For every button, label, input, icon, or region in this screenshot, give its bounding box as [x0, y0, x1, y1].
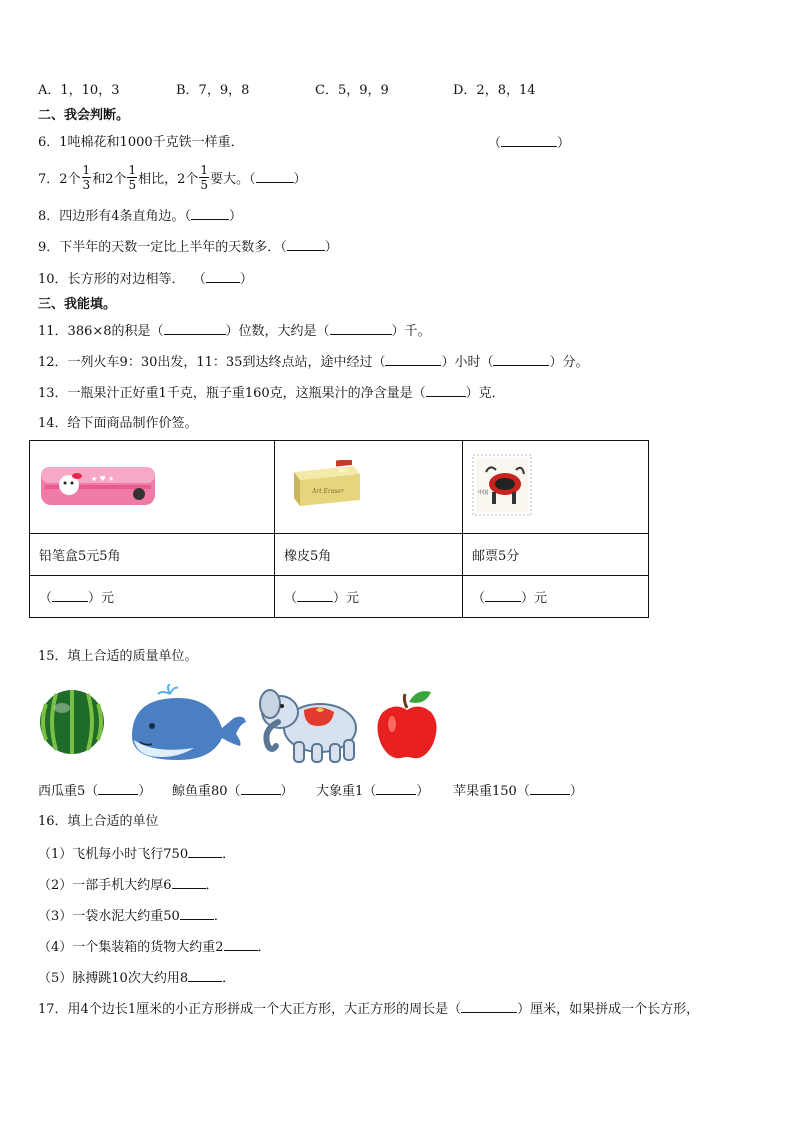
denominator: 5	[200, 178, 209, 192]
q12-text: 12．一列火车9：30出发，11：35到达终点站，途中经过（	[38, 355, 386, 370]
question-16-item	[38, 845, 235, 864]
stamp-price	[463, 576, 649, 618]
question-7	[38, 163, 307, 197]
answer-blank[interactable]	[206, 270, 240, 283]
price-unit: ）元	[521, 591, 548, 606]
answer-blank[interactable]	[287, 238, 325, 251]
answer-blank[interactable]	[188, 969, 222, 982]
pencil-case-cell	[30, 441, 275, 534]
denominator: 5	[128, 178, 137, 192]
apple-icon	[376, 688, 438, 760]
item-end: ．	[222, 847, 236, 862]
paren: ）	[138, 784, 152, 799]
option-a: A．1，10，3	[38, 83, 120, 98]
question-15-row	[172, 782, 294, 801]
pencil-case-icon	[39, 461, 157, 509]
elephant-text: 大象重1（	[316, 784, 377, 799]
q7-text: 要大。（	[210, 172, 256, 187]
answer-blank[interactable]	[485, 589, 521, 602]
answer-blank[interactable]	[426, 384, 466, 397]
fraction-one-fifth	[199, 163, 209, 192]
price-unit: ）元	[88, 591, 115, 606]
q17-text: 17．用4个边长1厘米的小正方形拼成一个大正方形，大正方形的周长是（	[38, 1002, 462, 1017]
denominator: 3	[82, 178, 91, 192]
q8-text: 8．四边形有4条直角边。（	[38, 209, 192, 224]
watermelon-text: 西瓜重5（	[38, 784, 99, 799]
paren: ）	[229, 209, 243, 224]
eraser-label: 橡皮5角	[275, 534, 463, 576]
paren: （	[488, 136, 502, 151]
option-d: D．2，8，14	[453, 83, 536, 98]
pencil-case-price	[30, 576, 275, 618]
answer-blank[interactable]	[224, 938, 258, 951]
q17-text: ）厘米，如果拼成一个长方形，	[517, 1002, 700, 1017]
elephant-icon	[258, 682, 362, 766]
answer-blank[interactable]	[172, 876, 206, 889]
item-text: （4）一个集装箱的货物大约重2	[38, 940, 224, 955]
price-unit: ）元	[333, 591, 360, 606]
stamp-cell	[463, 441, 649, 534]
section-2-title: 二、我会判断。	[38, 108, 130, 123]
item-end: ．	[257, 940, 271, 955]
answer-blank[interactable]	[256, 170, 294, 183]
q12-text: ）小时（	[441, 355, 494, 370]
pencil-case-label: 铅笔盒5元5角	[30, 534, 275, 576]
question-13	[38, 384, 505, 403]
question-15-row	[38, 782, 151, 801]
paren: ）	[416, 784, 430, 799]
item-text: （3）一袋水泥大约重50	[38, 909, 180, 924]
answer-blank[interactable]	[164, 322, 226, 335]
eraser-brand: deli	[338, 468, 348, 474]
q7-text: 7．2个	[38, 172, 81, 187]
answer-blank[interactable]	[52, 589, 88, 602]
answer-blank[interactable]	[385, 353, 441, 366]
answer-blank[interactable]	[180, 907, 214, 920]
paren: （	[284, 591, 298, 606]
question-15-row	[316, 782, 429, 801]
question-16-item	[38, 907, 227, 926]
answer-blank[interactable]	[297, 589, 333, 602]
question-6-text: 6．1吨棉花和1000千克铁一样重．	[38, 135, 244, 150]
option-b: B．7，9，8	[176, 83, 250, 98]
paren: ）	[569, 784, 583, 799]
stamp-icon	[472, 454, 532, 516]
item-end: ．	[222, 971, 236, 986]
stamp-label: 邮票5分	[463, 534, 649, 576]
numerator: 1	[128, 163, 137, 177]
numerator: 1	[200, 163, 209, 177]
question-16-item	[38, 969, 235, 988]
q11-text: ）位数，大约是（	[225, 324, 330, 339]
item-text: （2）一部手机大约厚6	[38, 878, 172, 893]
answer-blank[interactable]	[376, 782, 416, 795]
question-9	[38, 238, 338, 257]
paren: ）	[557, 136, 571, 151]
numerator: 1	[82, 163, 91, 177]
item-end: ．	[205, 878, 219, 893]
q13-text: ）克．	[465, 386, 505, 401]
q9-text: 9．下半年的天数一定比上半年的天数多．（	[38, 240, 287, 255]
answer-blank[interactable]	[191, 207, 229, 220]
fraction-one-third	[82, 163, 92, 192]
paren: ）	[280, 784, 294, 799]
watermelon-icon	[38, 688, 106, 756]
question-14-title: 14．给下面商品制作价签。	[38, 416, 198, 431]
answer-blank[interactable]	[501, 134, 557, 147]
fraction-one-fifth	[127, 163, 137, 192]
q11-text: 11．386×8的积是（	[38, 324, 164, 339]
item-text: （5）脉搏跳10次大约用8	[38, 971, 189, 986]
svg-text:Art Eraser: Art Eraser	[312, 488, 344, 495]
answer-blank[interactable]	[188, 845, 222, 858]
question-17	[38, 1000, 699, 1019]
paren: ）	[239, 272, 253, 287]
apple-text: 苹果重150（	[453, 784, 530, 799]
q11-text: ）千。	[391, 324, 431, 339]
section-3-title: 三、我能填。	[38, 297, 117, 312]
question-6-answer	[488, 134, 570, 153]
svg-text:中国: 中国	[478, 490, 489, 496]
paren: ）	[324, 240, 338, 255]
whale-text: 鲸鱼重80（	[172, 784, 241, 799]
answer-blank[interactable]	[461, 1000, 517, 1013]
option-c: C．5，9，9	[315, 83, 389, 98]
svg-text:★ ♥ ★: ★ ♥ ★	[91, 475, 115, 483]
q7-text: ）	[293, 172, 307, 187]
question-16-title: 16．填上合适的单位	[38, 814, 159, 829]
answer-blank[interactable]	[241, 782, 281, 795]
q12-text: ）分。	[549, 355, 589, 370]
q13-text: 13．一瓶果汁正好重1千克，瓶子重160克，这瓶果汁的净含量是（	[38, 386, 426, 401]
question-11	[38, 322, 431, 341]
paren: （	[39, 591, 53, 606]
question-10	[38, 270, 253, 289]
q7-text: 相比，2个	[138, 172, 199, 187]
answer-blank[interactable]	[98, 782, 138, 795]
question-15-title: 15．填上合适的质量单位。	[38, 649, 198, 664]
item-text: （1）飞机每小时飞行750	[38, 847, 189, 862]
whale-icon	[126, 684, 246, 764]
item-end: ．	[213, 909, 227, 924]
question-16-item	[38, 938, 271, 957]
paren: （	[472, 591, 486, 606]
q10-text: 10．长方形的对边相等． （	[38, 272, 206, 287]
question-15-row	[453, 782, 583, 801]
answer-blank[interactable]	[330, 322, 392, 335]
q7-text: 和2个	[92, 172, 127, 187]
price-tag-table	[29, 440, 649, 618]
question-8	[38, 207, 242, 226]
answer-blank[interactable]	[493, 353, 549, 366]
question-16-item	[38, 876, 219, 895]
eraser-price	[275, 576, 463, 618]
answer-blank[interactable]	[530, 782, 570, 795]
question-12	[38, 353, 588, 372]
eraser-icon	[284, 460, 362, 510]
eraser-cell	[275, 441, 463, 534]
question-6	[38, 134, 244, 152]
